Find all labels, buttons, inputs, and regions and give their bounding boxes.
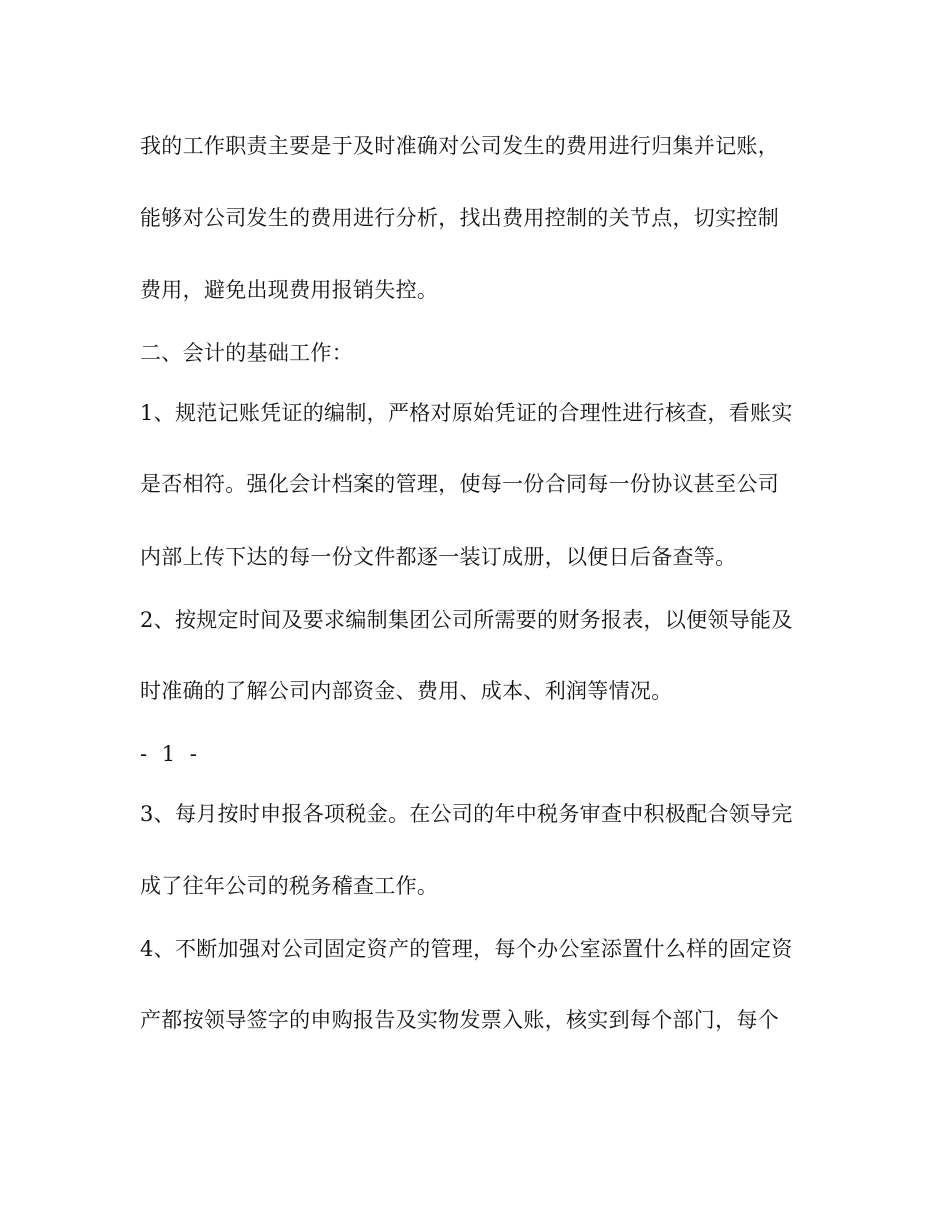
body-text-line: 是否相符。强化会计档案的管理，使每一份合同每一份协议甚至公司 [140,472,779,496]
body-text-line: 我的工作职责主要是于及时准确对公司发生的费用进行归集并记账， [140,134,779,158]
body-text-line: 1、规范记账凭证的编制，严格对原始凭证的合理性进行核查，看账实 [140,401,793,425]
body-text-line: 3、每月按时申报各项税金。在公司的年中税务审查中积极配合领导完 [140,802,793,826]
body-text-line: 2、按规定时间及要求编制集团公司所需要的财务报表，以便领导能及 [140,608,793,632]
body-text-line: 费用，避免出现费用报销失控。 [140,278,439,302]
body-text-line: 4、不断加强对公司固定资产的管理，每个办公室添置什么样的固定资 [140,937,793,961]
body-text-line: 成了往年公司的税务稽查工作。 [140,874,439,898]
body-text-line: 内部上传下达的每一份文件都逐一装订成册，以便日后备查等。 [140,545,737,569]
body-text-line: 时准确的了解公司内部资金、费用、成本、利润等情况。 [140,679,673,703]
body-text-line: 能够对公司发生的费用进行分析，找出费用控制的关节点，切实控制 [140,206,779,230]
page-number: - 1 - [140,742,201,766]
body-text-line: 产都按领导签字的申购报告及实物发票入账，核实到每个部门，每个 [140,1008,779,1032]
section-heading: 二、会计的基础工作： [140,341,353,365]
